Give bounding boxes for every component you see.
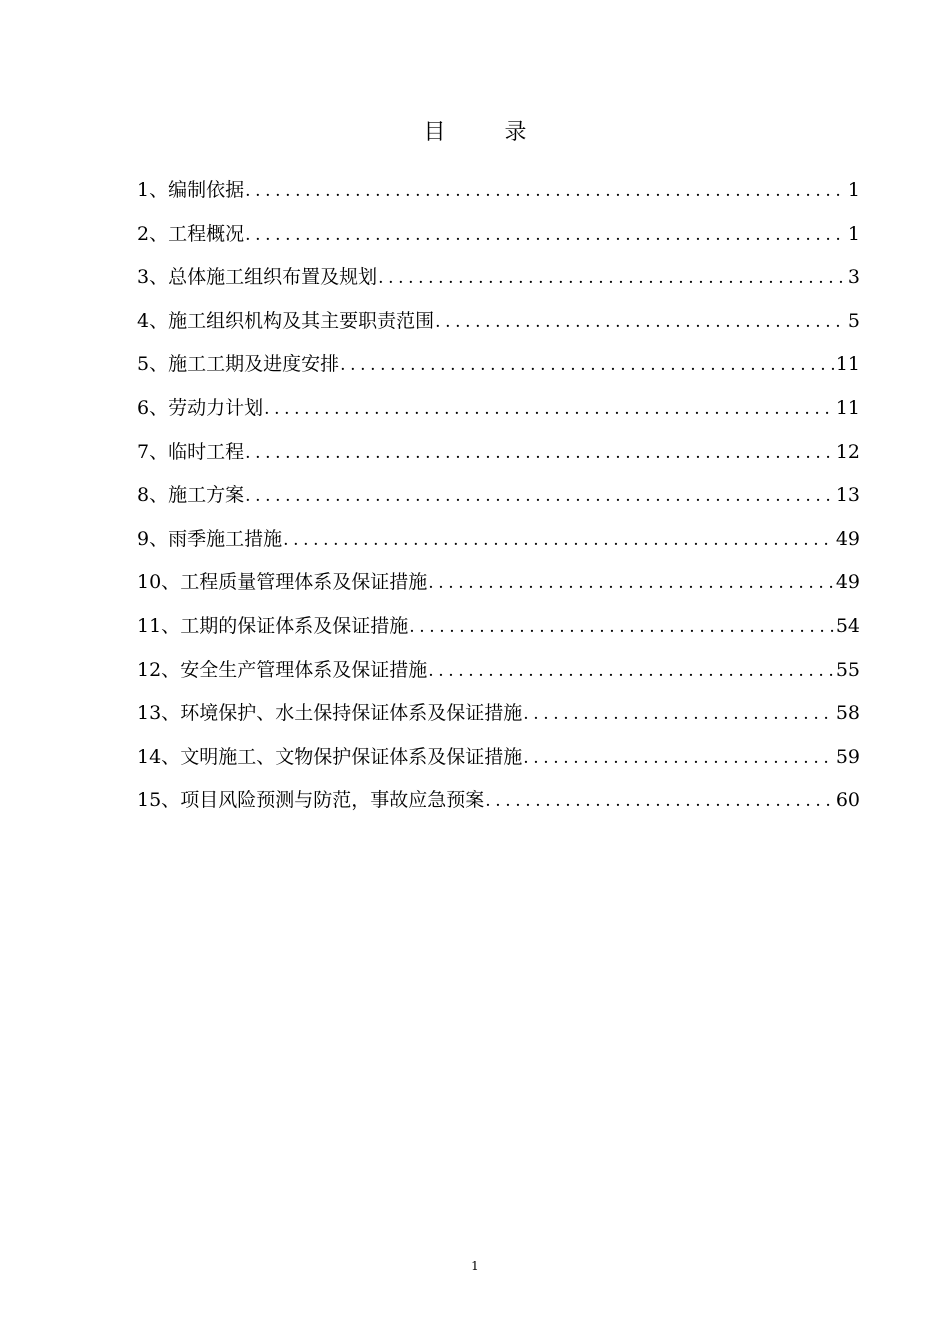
toc-entry-number: 2、 bbox=[137, 222, 169, 245]
toc-entry-page: 49 bbox=[835, 571, 860, 594]
toc-entry-title: 工程概况 bbox=[168, 222, 245, 245]
toc-entry-title: 施工组织机构及其主要职责范围 bbox=[168, 309, 435, 332]
toc-dot-leader bbox=[245, 478, 834, 514]
toc-dot-leader bbox=[409, 609, 834, 645]
toc-entry[interactable] bbox=[137, 477, 860, 521]
toc-entry[interactable] bbox=[137, 652, 860, 696]
toc-entry-number: 4、 bbox=[137, 309, 169, 332]
toc-entry[interactable] bbox=[137, 346, 860, 390]
toc-entry[interactable] bbox=[137, 303, 860, 347]
toc-entry[interactable] bbox=[137, 695, 860, 739]
toc-entry[interactable] bbox=[137, 521, 860, 565]
toc-entry-page: 55 bbox=[835, 658, 860, 681]
toc-entry[interactable] bbox=[137, 172, 860, 216]
toc-entry[interactable] bbox=[137, 739, 860, 783]
toc-entry-title: 安全生产管理体系及保证措施 bbox=[180, 658, 428, 681]
toc-entry-title: 编制依据 bbox=[168, 179, 245, 201]
toc-entry-title: 劳动力计划 bbox=[168, 396, 264, 419]
toc-dot-leader bbox=[264, 391, 834, 427]
toc-entry-page: 59 bbox=[835, 745, 860, 768]
toc-entry-number: 10、 bbox=[137, 571, 181, 594]
toc-entry[interactable] bbox=[137, 564, 860, 608]
toc-dot-leader bbox=[245, 173, 846, 209]
toc-entry-page: 49 bbox=[835, 527, 860, 550]
toc-entry-number: 12、 bbox=[137, 658, 181, 681]
toc-entry[interactable] bbox=[137, 390, 860, 434]
toc-entry-title: 雨季施工措施 bbox=[168, 527, 283, 550]
toc-entry[interactable] bbox=[137, 216, 860, 260]
toc-dot-leader bbox=[245, 217, 846, 253]
toc-title: 目 录 bbox=[423, 120, 553, 145]
toc-entry-number: 6、 bbox=[137, 396, 169, 419]
toc-entry[interactable] bbox=[137, 608, 860, 652]
toc-entry-number: 5、 bbox=[137, 353, 169, 376]
toc-dot-leader bbox=[523, 740, 834, 776]
toc-dot-leader bbox=[435, 304, 846, 340]
toc-entry[interactable] bbox=[137, 434, 860, 478]
toc-dot-leader bbox=[245, 435, 834, 471]
toc-entry-number: 15、 bbox=[137, 789, 181, 812]
toc-dot-leader bbox=[378, 260, 846, 296]
toc-entry-page: 11 bbox=[835, 396, 860, 419]
toc-entry-number: 9、 bbox=[137, 527, 169, 550]
toc-entry-number: 8、 bbox=[137, 484, 169, 507]
toc-entry-title: 施工方案 bbox=[168, 484, 245, 507]
toc-entry[interactable] bbox=[137, 782, 860, 826]
toc-dot-leader bbox=[428, 565, 834, 601]
toc-entry[interactable] bbox=[137, 259, 860, 303]
toc-entry-page: 13 bbox=[835, 484, 860, 507]
toc-entry-title: 环境保护、水土保持保证体系及保证措施 bbox=[180, 702, 523, 725]
toc-entry-page: 1 bbox=[847, 179, 860, 201]
toc-entry-page: 54 bbox=[835, 614, 860, 637]
toc-entry-title: 文明施工、文物保护保证体系及保证措施 bbox=[180, 745, 523, 768]
toc-entry-number: 1、 bbox=[137, 179, 169, 201]
page-number: 1 bbox=[471, 1259, 479, 1273]
toc-dot-leader bbox=[283, 522, 834, 558]
toc-entry-title: 施工工期及进度安排 bbox=[168, 353, 340, 376]
toc-entry-number: 14、 bbox=[137, 745, 181, 768]
toc-entry-page: 11 bbox=[835, 353, 860, 376]
toc-entry-title: 工程质量管理体系及保证措施 bbox=[180, 571, 428, 594]
toc-entry-title: 临时工程 bbox=[168, 440, 245, 463]
toc-entry-number: 7、 bbox=[137, 440, 169, 463]
toc-entry-page: 5 bbox=[847, 309, 860, 332]
toc-dot-leader bbox=[428, 653, 834, 689]
table-of-contents bbox=[137, 172, 860, 826]
toc-entry-page: 12 bbox=[835, 440, 860, 463]
toc-entry-page: 1 bbox=[847, 222, 860, 245]
toc-entry-title: 项目风险预测与防范，事故应急预案 bbox=[180, 789, 485, 812]
toc-dot-leader bbox=[485, 783, 834, 819]
toc-entry-title: 总体施工组织布置及规划 bbox=[168, 266, 378, 289]
toc-entry-title: 工期的保证体系及保证措施 bbox=[180, 614, 409, 637]
toc-entry-number: 11、 bbox=[137, 614, 181, 637]
toc-entry-number: 13、 bbox=[137, 702, 181, 725]
toc-entry-page: 3 bbox=[847, 266, 860, 289]
toc-dot-leader bbox=[523, 696, 834, 732]
toc-dot-leader bbox=[340, 347, 834, 383]
toc-entry-page: 60 bbox=[835, 789, 860, 812]
toc-entry-page: 58 bbox=[835, 702, 860, 725]
toc-entry-number: 3、 bbox=[137, 266, 169, 289]
